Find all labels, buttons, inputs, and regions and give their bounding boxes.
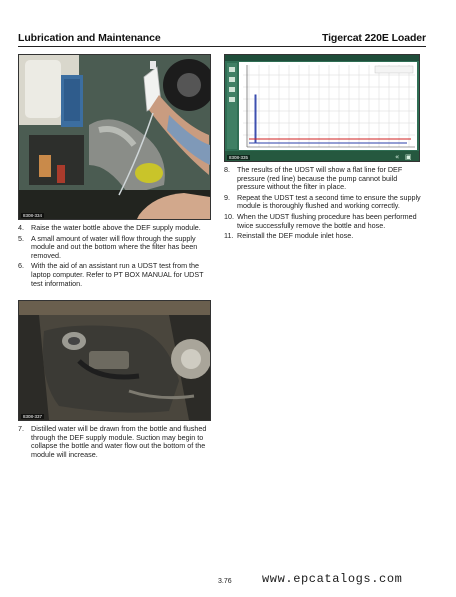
step-number: 9. (224, 192, 230, 202)
step-9 (224, 194, 424, 211)
udst-screen-capture (224, 54, 420, 162)
step-4 (18, 224, 214, 233)
product-title: Tigercat 220E Loader (321, 32, 426, 44)
photo-raise-water-bottle (18, 54, 211, 220)
section-title: Lubrication and Maintenance (18, 32, 161, 44)
step-number: 5. (18, 233, 24, 243)
header-divider (18, 46, 426, 47)
step-text: When the UDST flushing procedure has been performed twice successfully remove the bottle and hose. (237, 211, 417, 230)
watermark-url[interactable]: www.epcatalogs.com (262, 572, 403, 586)
step-text: A small amount of water will flow through the supply module and out the bottom where the filter has been removed. (31, 233, 198, 260)
supply-module-illustration (19, 301, 210, 420)
step-number: 10. (224, 211, 234, 221)
step-number: 6. (18, 261, 24, 271)
step-text: Raise the water bottle above the DEF supply module. (31, 223, 201, 232)
photo1-caption: 8308-334 (23, 213, 43, 218)
procedure-steps-4-6 (18, 224, 214, 290)
photo-def-supply-module (18, 300, 211, 421)
step-number: 7. (18, 424, 24, 433)
udst-graph-illustration (225, 55, 419, 161)
page-number: 3.76 (218, 578, 232, 585)
step-11 (224, 232, 424, 241)
step-text: Distilled water will be drawn from the bottle and flushed through the DEF supply module. Suction may begin to collapse the bottle and water flow out the bottom of the module will increase. (31, 424, 207, 459)
procedure-step-7 (18, 425, 214, 461)
step-10 (224, 213, 424, 230)
step-text: With the aid of an assistant run a UDST test from the laptop computer. Refer to PT BOX MANUAL for UDST test information. (31, 261, 204, 288)
step-text: Reinstall the DEF module inlet hose. (237, 231, 354, 241)
screen-caption: 8308-335 (229, 155, 249, 160)
svg-text:«: « (395, 153, 400, 161)
step-number: 11. (224, 231, 234, 241)
step-6 (18, 262, 214, 288)
engine-bottle-illustration (19, 55, 210, 219)
step-8 (224, 166, 424, 192)
step-5 (18, 235, 214, 261)
step-number: 4. (18, 223, 24, 232)
svg-text:▣: ▣ (405, 153, 412, 161)
step-7 (18, 425, 214, 459)
step-number: 8. (224, 165, 230, 174)
photo2-caption: 8308-337 (23, 414, 43, 419)
procedure-steps-8-11 (224, 166, 424, 243)
step-text: The results of the UDST will show a flat line for DEF pressure (red line) because the pump cannot build pressure without the filter in place. (237, 165, 403, 192)
step-text: Repeat the UDST test a second time to ensure the supply module is thoroughly flushed and working correctly. (237, 192, 421, 211)
